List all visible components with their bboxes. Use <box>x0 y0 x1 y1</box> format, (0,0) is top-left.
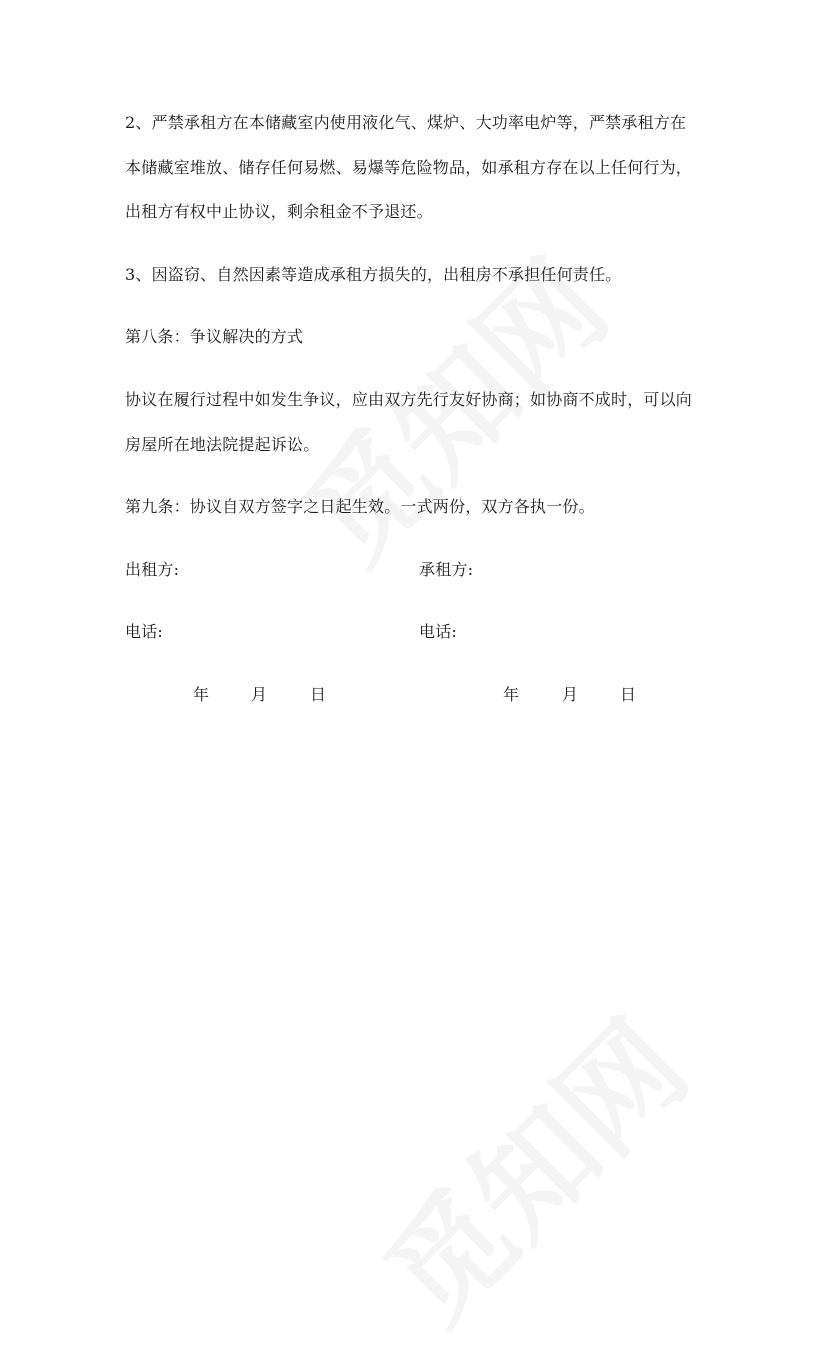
lessee-date-day: 日 <box>620 685 637 704</box>
article8-line1: 协议在履行过程中如发生争议，应由双方先行友好协商；如协商不成时，可以向 <box>125 390 693 409</box>
lessee-phone-label: 电话: <box>419 622 457 641</box>
lessor-date-day: 日 <box>310 685 327 704</box>
article9: 第九条：协议自双方签字之日起生效。一式两份，双方各执一份。 <box>125 497 595 516</box>
clause2-line2: 本储藏室堆放、储存任何易燃、易爆等危险物品，如承租方存在以上任何行为， <box>125 158 693 177</box>
lessor-label: 出租方: <box>125 560 180 579</box>
clause3: 3、因盗窃、自然因素等造成承租方损失的，出租房不承担任何责任。 <box>125 265 622 284</box>
watermark-bottom <box>342 978 718 1354</box>
lessee-date-year: 年 <box>503 685 520 704</box>
lessee-label: 承租方: <box>419 560 474 579</box>
lessee-date-month: 月 <box>562 685 579 704</box>
clause2-line3: 出租方有权中止协议，剩余租金不予退还。 <box>125 202 433 221</box>
article8-heading: 第八条：争议解决的方式 <box>125 327 304 346</box>
lessor-date-year: 年 <box>193 685 210 704</box>
lessor-phone-label: 电话: <box>125 622 163 641</box>
lessor-date-month: 月 <box>251 685 268 704</box>
article8-line2: 房屋所在地法院提起诉讼。 <box>125 435 320 454</box>
clause2-line1: 2、严禁承租方在本储藏室内使用液化气、煤炉、大功率电炉等，严禁承租方在 <box>125 113 687 132</box>
